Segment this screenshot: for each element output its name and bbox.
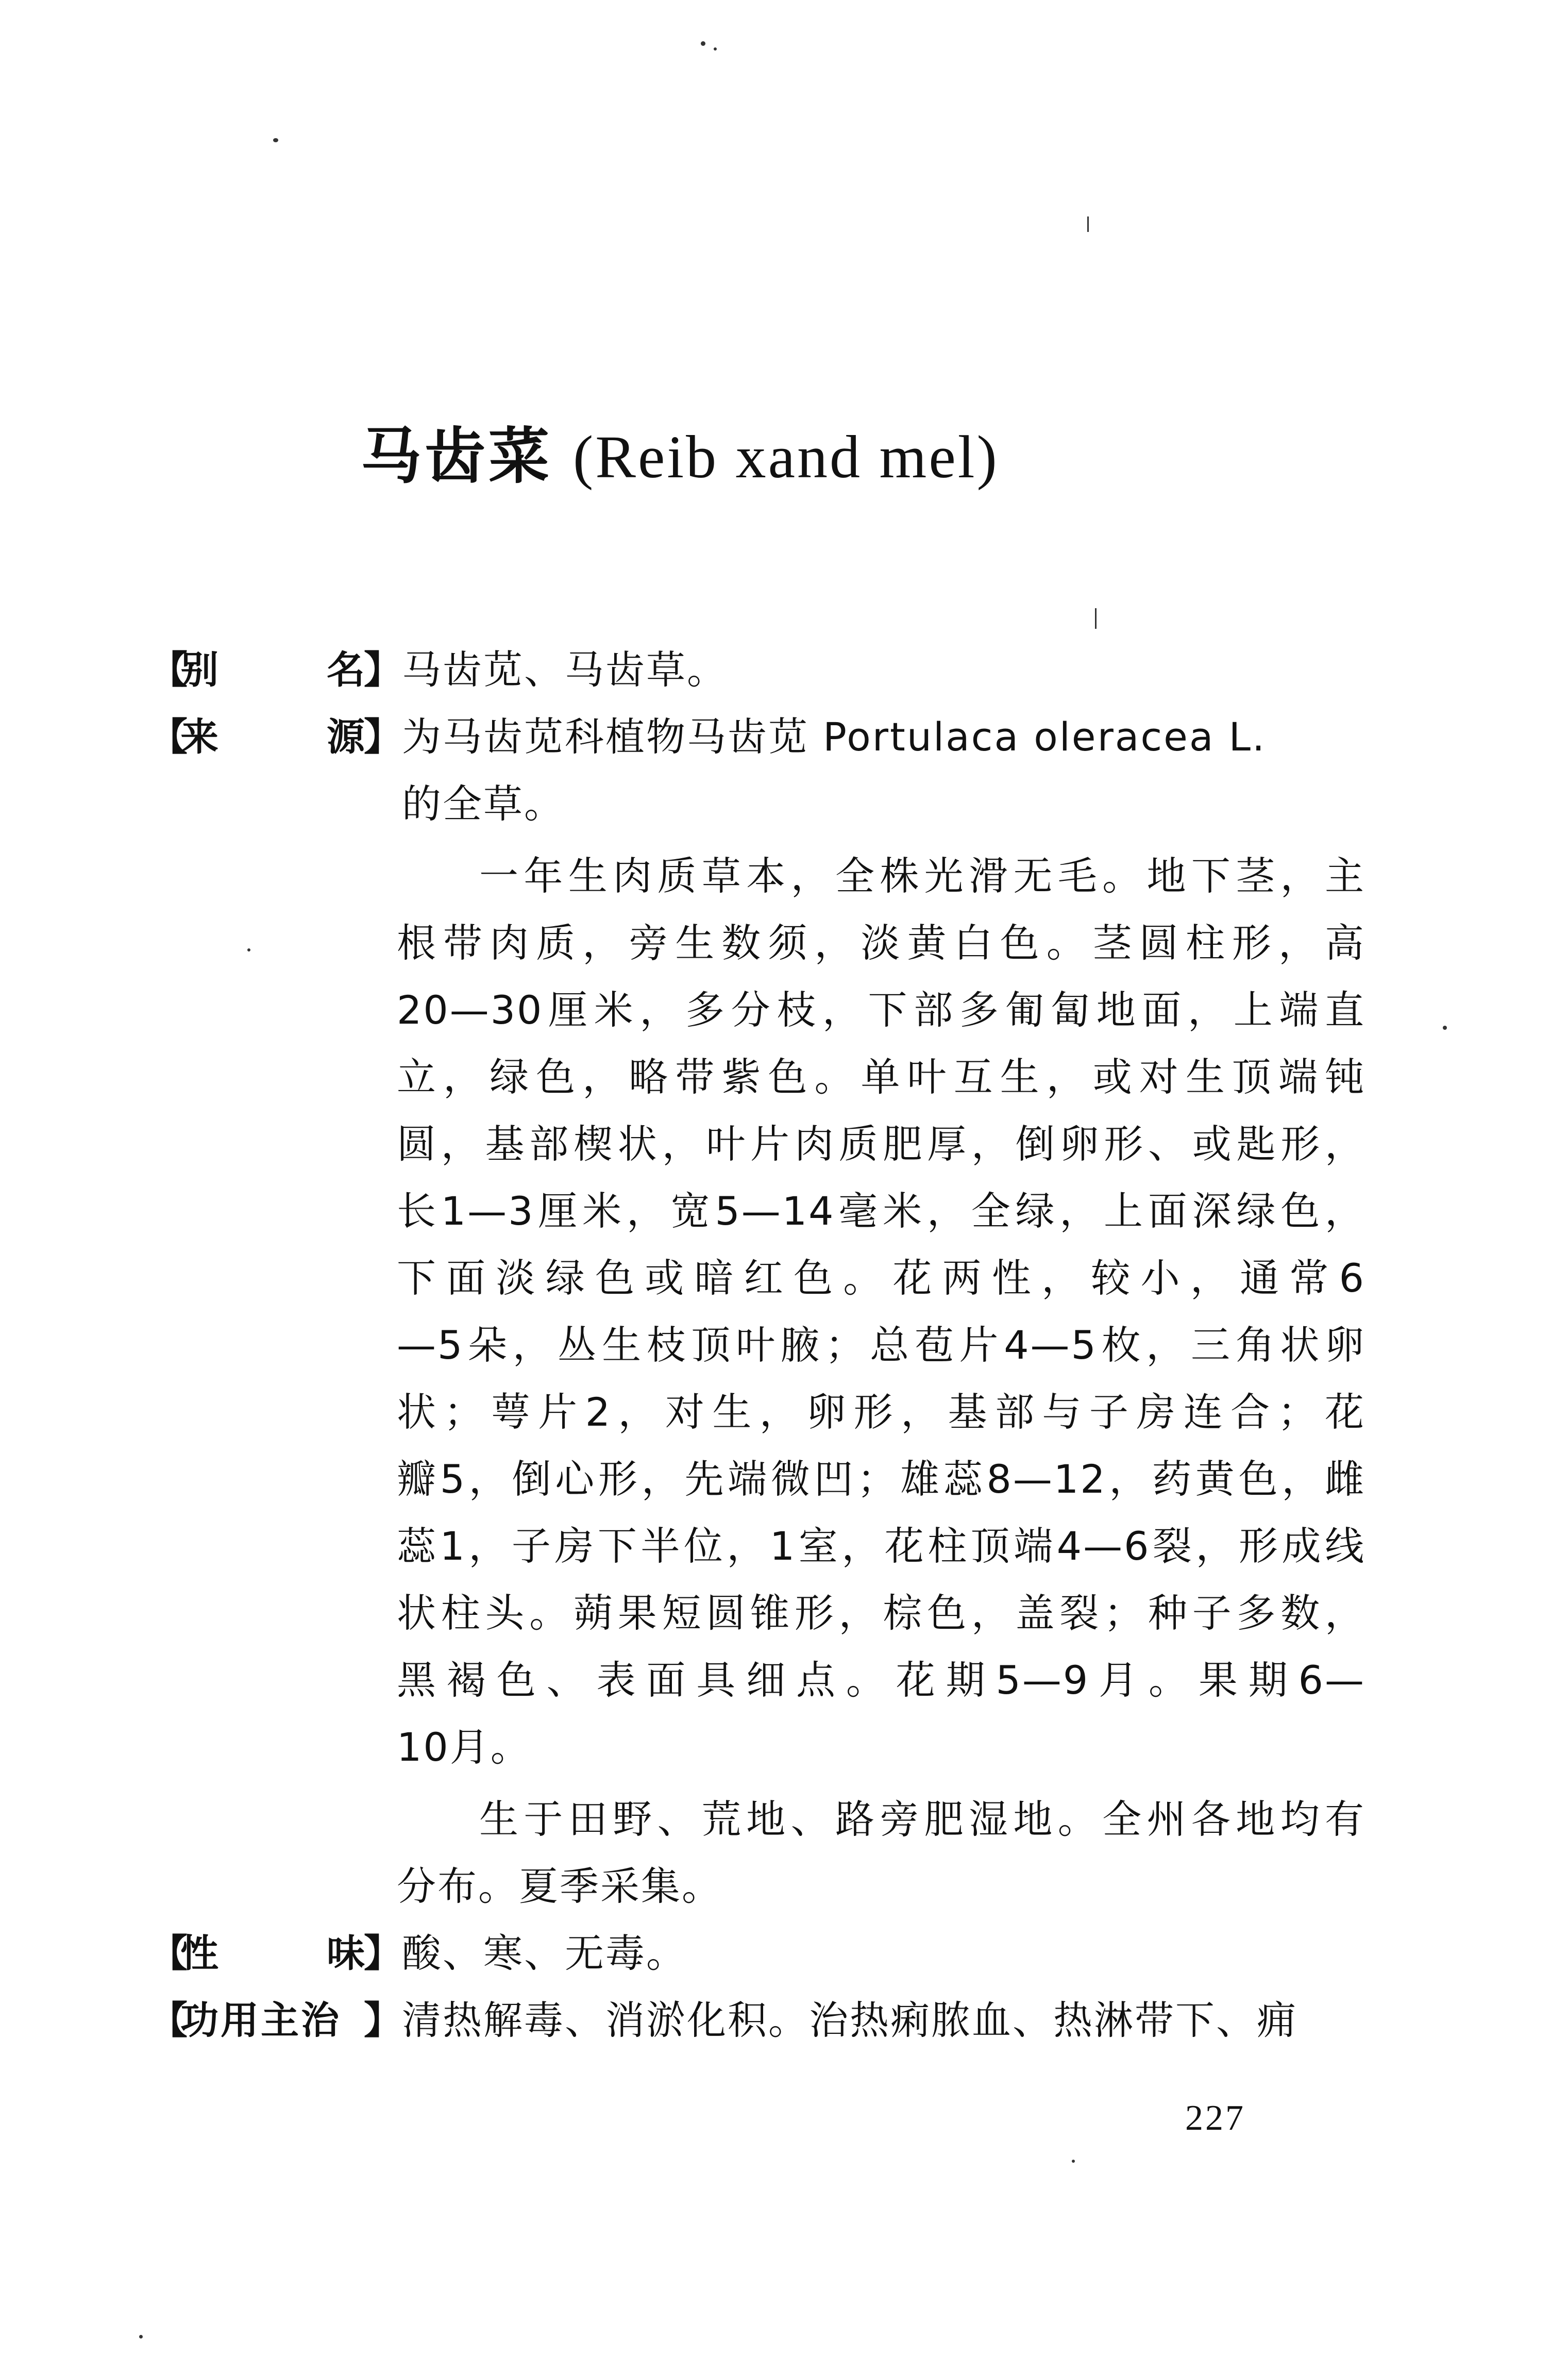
label-nature <box>149 1923 402 1984</box>
description-line: 一年生肉质草本，全株光滑无毛。地下茎，主 <box>479 853 1365 899</box>
label-char: 源 <box>327 715 365 759</box>
page-number: 227 <box>1185 2098 1245 2138</box>
label-close-bracket: 】 <box>364 1931 402 1976</box>
description-line: 圆，基部楔状，叶片肉质肥厚，倒卵形、或匙形， <box>397 1121 1365 1167</box>
entry-title-chinese: 马齿菜 <box>361 421 553 492</box>
label-open-bracket: 【 <box>149 1931 188 1976</box>
description-line: 下面淡绿色或暗红色。花两性，较小，通常6 <box>397 1255 1365 1301</box>
description-line: 长1—3厘米，宽5—14毫米，全绿，上面深绿色， <box>397 1188 1365 1234</box>
label-char: 味 <box>327 1931 365 1976</box>
label-char: 来 <box>180 715 218 759</box>
label-char: 性 <box>180 1931 218 1976</box>
label-open-bracket: 【 <box>149 715 188 759</box>
scan-speck <box>1443 1026 1447 1030</box>
scan-speck <box>247 948 250 951</box>
label-alias <box>149 639 402 701</box>
label-close-bracket: 】 <box>364 648 402 692</box>
label-open-bracket: 【 <box>149 648 188 692</box>
alias-text: 马齿苋、马齿草。 <box>402 647 728 693</box>
label-text: 功用主治 <box>180 1998 341 2043</box>
entry-title-latin: (Reib xand mel) <box>573 423 999 491</box>
description-line: 10月。 <box>397 1724 531 1770</box>
description-line: 蕊1，子房下半位，1室，花柱顶端4—6裂，形成线 <box>397 1523 1365 1569</box>
source-text-line: 的全草。 <box>402 781 565 827</box>
label-close-bracket: 】 <box>364 1998 402 2043</box>
label-open-bracket: 【 <box>149 1998 188 2043</box>
entry-title <box>361 417 999 496</box>
label-function <box>149 1990 402 2051</box>
description-line: 瓣5，倒心形，先端微凹；雄蕊8—12，药黄色，雌 <box>397 1456 1365 1502</box>
label-close-bracket: 】 <box>364 715 402 759</box>
description-line: 状；萼片2，对生，卵形，基部与子房连合；花 <box>397 1389 1365 1435</box>
description-line: 根带肉质，旁生数须，淡黄白色。茎圆柱形，高 <box>397 920 1365 966</box>
function-text: 清热解毒、消淤化积。治热痢脓血、热淋带下、痈 <box>402 1997 1297 2043</box>
description-line: 黑褐色、表面具细点。花期5—9月。果期6— <box>397 1657 1365 1703</box>
description-line: 状柱头。蒴果短圆锥形，棕色，盖裂；种子多数， <box>397 1590 1365 1636</box>
label-source <box>149 706 402 768</box>
scan-speck <box>1095 608 1097 629</box>
scan-speck <box>139 2335 143 2338</box>
scan-speck <box>701 41 705 46</box>
scan-speck <box>1072 2160 1075 2163</box>
scan-speck <box>273 138 278 142</box>
habitat-line: 生于田野、荒地、路旁肥湿地。全州各地均有 <box>479 1796 1365 1842</box>
description-line: —5朵，丛生枝顶叶腋；总苞片4—5枚，三角状卵 <box>397 1322 1365 1368</box>
scan-speck <box>1087 216 1089 232</box>
nature-text: 酸、寒、无毒。 <box>402 1930 687 1976</box>
scan-speck <box>714 47 717 51</box>
description-line: 立，绿色，略带紫色。单叶互生，或对生顶端钝 <box>397 1054 1365 1100</box>
habitat-line: 分布。夏季采集。 <box>397 1863 722 1909</box>
label-char: 别 <box>180 648 218 692</box>
description-line: 20—30厘米，多分枝，下部多匍匐地面，上端直 <box>397 987 1365 1033</box>
label-char: 名 <box>327 648 365 692</box>
source-text-line: 为马齿苋科植物马齿苋 Portulaca oleracea L. <box>402 714 1267 760</box>
